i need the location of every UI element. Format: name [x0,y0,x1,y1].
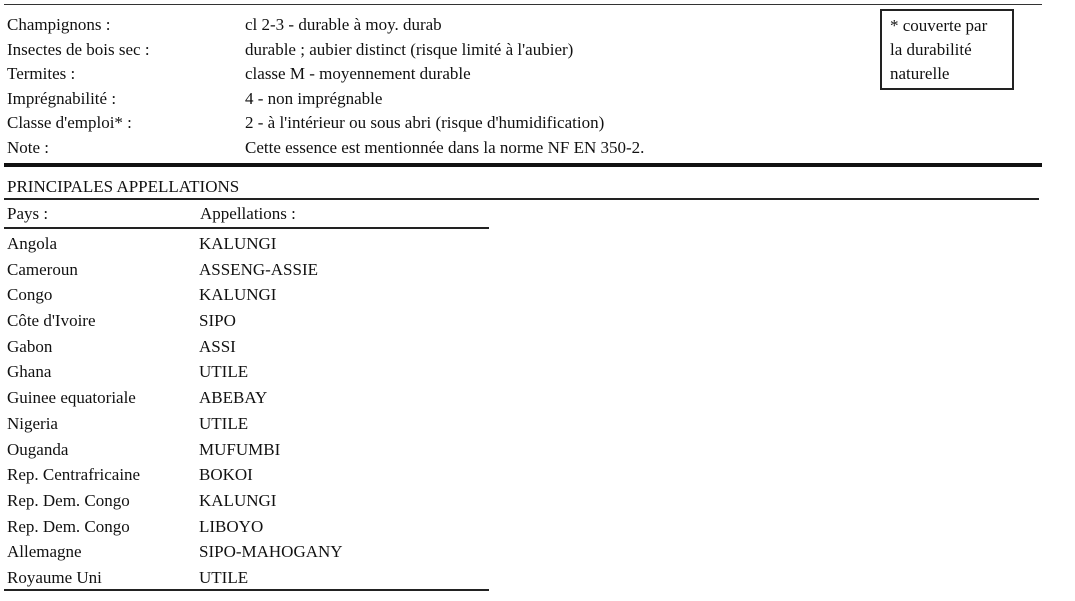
appellation-cell: SIPO [199,311,236,331]
table-row [7,438,487,464]
table-row [7,232,487,258]
property-label: Note : [7,137,50,157]
country-cell: Gabon [7,336,53,356]
appellation-cell: KALUNGI [199,234,277,253]
appellation-cell: SIPO-MAHOGANY [199,542,343,562]
table-row [7,386,487,412]
country-cell: Nigeria [7,413,58,433]
property-label: Classe d'emploi* : [7,113,132,133]
appellation-cell: KALUNGI [199,490,277,510]
table-row [7,258,487,284]
property-label: Champignons : [7,15,111,34]
appellation-cell: LIBOYO [199,516,264,536]
country-cell: Royaume Uni [7,567,102,587]
property-value: classe M - moyennement durable [245,64,471,84]
table-row [7,309,487,335]
property-value: 2 - à l'intérieur ou sous abri (risque d'humidification) [245,113,605,133]
table-header-divider [4,227,489,229]
appellation-cell: ASSENG-ASSIE [199,259,319,279]
table-row [7,489,487,515]
country-cell: Congo [7,285,53,305]
table-row [7,566,487,592]
country-cell: Rep. Dem. Congo [7,490,130,510]
section-title-underline [4,198,1039,200]
footnote-line: * couverte par [890,16,988,35]
table-row [7,335,487,361]
property-label: Imprégnabilité : [7,88,117,108]
table-row [7,283,487,309]
property-label: Termites : [7,64,76,84]
country-cell: Ouganda [7,439,69,459]
table-bottom-divider [4,589,489,591]
property-value: 4 - non imprégnable [245,88,383,108]
appellation-cell: UTILE [199,567,249,587]
appellation-cell: ABEBAY [199,388,268,408]
appellation-cell: ASSI [199,336,236,356]
country-cell: Rep. Dem. Congo [7,516,130,536]
appellation-cell: KALUNGI [199,285,277,305]
appellation-cell: UTILE [199,362,249,382]
country-cell: Rep. Centrafricaine [7,465,141,485]
property-value: cl 2-3 - durable à moy. durab [245,15,442,34]
section-divider [4,163,1042,167]
country-cell: Cameroun [7,259,78,279]
appellation-cell: MUFUMBI [199,439,281,459]
country-cell: Guinee equatoriale [7,388,136,408]
country-cell: Côte d'Ivoire [7,311,96,331]
table-header [7,203,487,225]
column-header-appellations: Appellations : [200,204,296,223]
country-cell: Angola [7,234,58,253]
table-row [7,463,487,489]
footnote-line: naturelle [890,64,950,83]
appellation-cell: BOKOI [199,465,253,485]
footnote-line: la durabilité [890,40,972,59]
property-value: Cette essence est mentionnée dans la norme NF EN 350-2. [245,137,645,157]
property-value: durable ; aubier distinct (risque limité à l'aubier) [245,39,574,59]
property-label: Insectes de bois sec : [7,39,150,59]
country-cell: Ghana [7,362,52,382]
table-row [7,360,487,386]
appellations-table [7,232,487,592]
footnote-box [880,9,1014,90]
table-row [7,540,487,566]
section-title: PRINCIPALES APPELLATIONS [7,177,240,196]
table-row [7,515,487,541]
appellation-cell: UTILE [199,413,249,433]
table-row [7,412,487,438]
country-cell: Allemagne [7,542,82,562]
column-header-country: Pays : [7,204,49,223]
top-divider [4,4,1042,5]
